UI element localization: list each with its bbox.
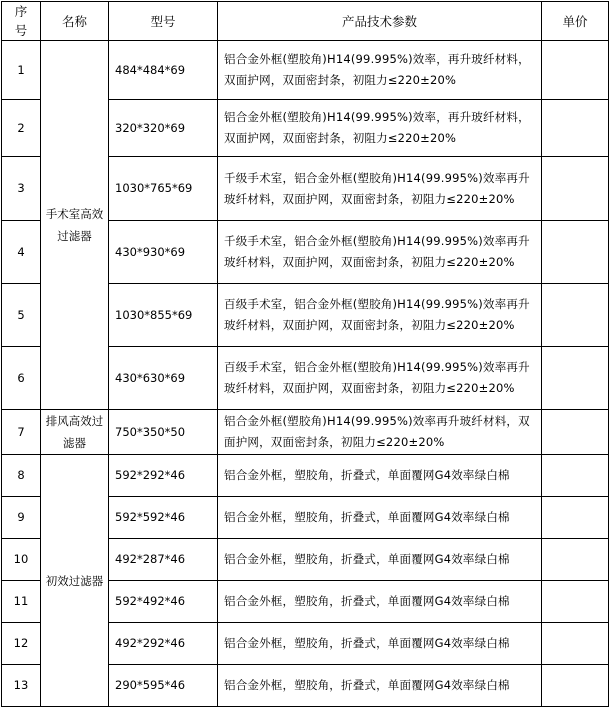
spec-cell: 铝合金外框，塑胶角，折叠式，单面覆网G4效率绿白棉 — [218, 497, 542, 539]
spec-cell: 铝合金外框，塑胶角，折叠式，单面覆网G4效率绿白棉 — [218, 665, 542, 707]
price-cell — [542, 497, 609, 539]
table-row — [2, 410, 609, 455]
header-model: 型号 — [109, 2, 218, 41]
row-number: 8 — [2, 455, 41, 497]
model-cell: 290*595*46 — [109, 665, 218, 707]
row-number: 9 — [2, 497, 41, 539]
price-cell — [542, 157, 609, 221]
header-name: 名称 — [41, 2, 109, 41]
row-number: 3 — [2, 157, 41, 221]
header-row — [2, 2, 609, 41]
price-cell — [542, 665, 609, 707]
price-cell — [542, 347, 609, 410]
row-number: 7 — [2, 410, 41, 455]
group-name-exhaust: 排风高效过滤器 — [41, 410, 109, 455]
spec-cell: 百级手术室，铝合金外框(塑胶角)H14(99.995%)效率再升玻纤材料，双面护网，双面密封条，初阻力≤220±20% — [218, 347, 542, 410]
spec-cell: 铝合金外框，塑胶角，折叠式，单面覆网G4效率绿白棉 — [218, 539, 542, 581]
spec-cell: 千级手术室，铝合金外框(塑胶角)H14(99.995%)效率再升玻纤材料，双面护网，双面密封条，初阻力≤220±20% — [218, 157, 542, 221]
table-row — [2, 455, 609, 497]
product-table — [1, 1, 609, 707]
group-name-surgery: 手术室高效过滤器 — [41, 41, 109, 410]
header-index: 序号 — [2, 2, 41, 41]
model-cell: 1030*855*69 — [109, 284, 218, 347]
group-name-primary: 初效过滤器 — [41, 455, 109, 707]
table-row — [2, 41, 609, 100]
row-number: 11 — [2, 581, 41, 623]
model-cell: 492*287*46 — [109, 539, 218, 581]
row-number: 10 — [2, 539, 41, 581]
spec-cell: 铝合金外框(塑胶角)H14(99.995%)效率，再升玻纤材料，双面护网，双面密封条，初阻力≤220±20% — [218, 41, 542, 100]
spec-cell: 铝合金外框(塑胶角)H14(99.995%)效率再升玻纤材料，双面护网，双面密封条，初阻力≤220±20% — [218, 410, 542, 455]
model-cell: 492*292*46 — [109, 623, 218, 665]
model-cell: 592*592*46 — [109, 497, 218, 539]
price-cell — [542, 410, 609, 455]
spec-cell: 铝合金外框，塑胶角，折叠式，单面覆网G4效率绿白棉 — [218, 581, 542, 623]
spec-cell: 千级手术室，铝合金外框(塑胶角)H14(99.995%)效率再升玻纤材料，双面护网，双面密封条，初阻力≤220±20% — [218, 221, 542, 284]
price-cell — [542, 581, 609, 623]
spec-cell: 百级手术室，铝合金外框(塑胶角)H14(99.995%)效率再升玻纤材料，双面护网，双面密封条，初阻力≤220±20% — [218, 284, 542, 347]
row-number: 5 — [2, 284, 41, 347]
price-cell — [542, 100, 609, 157]
row-number: 1 — [2, 41, 41, 100]
price-cell — [542, 539, 609, 581]
header-spec: 产品技术参数 — [218, 2, 542, 41]
model-cell: 1030*765*69 — [109, 157, 218, 221]
price-cell — [542, 455, 609, 497]
row-number: 6 — [2, 347, 41, 410]
price-cell — [542, 623, 609, 665]
model-cell: 484*484*69 — [109, 41, 218, 100]
spec-cell: 铝合金外框，塑胶角，折叠式，单面覆网G4效率绿白棉 — [218, 455, 542, 497]
model-cell: 430*930*69 — [109, 221, 218, 284]
model-cell: 592*492*46 — [109, 581, 218, 623]
row-number: 4 — [2, 221, 41, 284]
model-cell: 592*292*46 — [109, 455, 218, 497]
spec-cell: 铝合金外框，塑胶角，折叠式，单面覆网G4效率绿白棉 — [218, 623, 542, 665]
price-cell — [542, 284, 609, 347]
model-cell: 430*630*69 — [109, 347, 218, 410]
price-cell — [542, 221, 609, 284]
row-number: 2 — [2, 100, 41, 157]
price-cell — [542, 41, 609, 100]
header-price: 单价 — [542, 2, 609, 41]
model-cell: 320*320*69 — [109, 100, 218, 157]
row-number: 12 — [2, 623, 41, 665]
model-cell: 750*350*50 — [109, 410, 218, 455]
row-number: 13 — [2, 665, 41, 707]
spec-cell: 铝合金外框(塑胶角)H14(99.995%)效率，再升玻纤材料，双面护网，双面密封条，初阻力≤220±20% — [218, 100, 542, 157]
